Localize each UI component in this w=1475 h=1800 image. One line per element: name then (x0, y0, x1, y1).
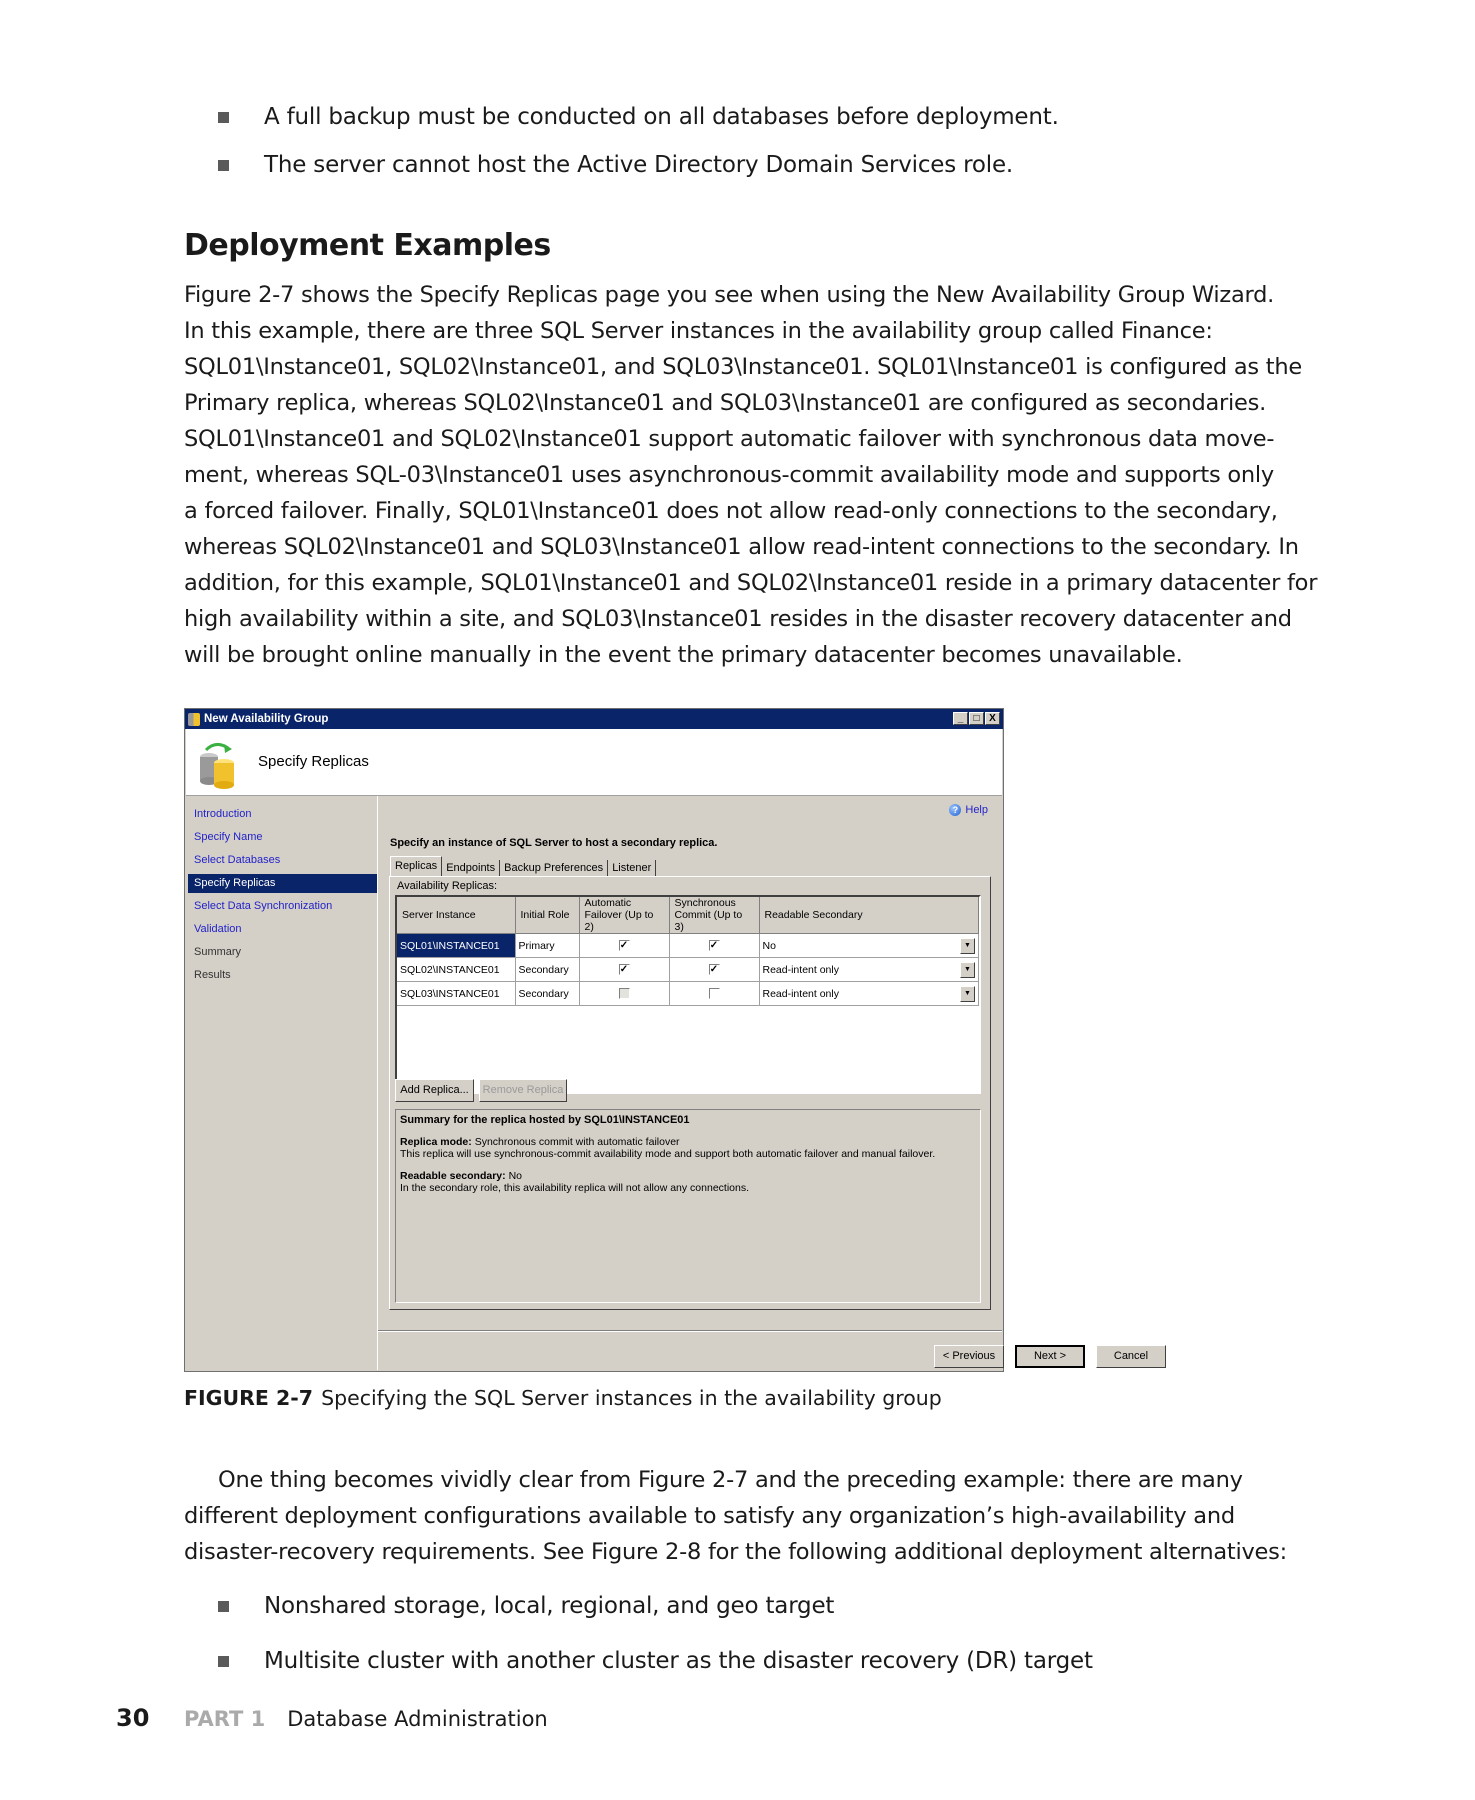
column-header-synchronous-commit[interactable]: Synchronous Commit (Up to 3) (669, 897, 759, 934)
section-heading: Deployment Examples (184, 228, 551, 263)
new-availability-group-dialog (184, 708, 1149, 1372)
figure-label: FIGURE 2-7 (184, 1386, 314, 1410)
synchronous-commit-cell (669, 958, 759, 982)
help-icon: ? (949, 804, 961, 816)
wizard-header (186, 729, 1002, 796)
readable-secondary-value: No (762, 939, 776, 952)
bullet-text: The server cannot host the Active Directory Domain Services role. (264, 152, 1014, 178)
column-header-readable-secondary[interactable]: Readable Secondary (759, 897, 979, 934)
synchronous-commit-cell (669, 982, 759, 1006)
title-bar[interactable] (185, 709, 1003, 729)
chevron-down-icon[interactable]: ▼ (960, 962, 975, 978)
table-row[interactable] (397, 982, 979, 1006)
bullet-square-icon (218, 1601, 229, 1612)
synchronous-commit-cell (669, 934, 759, 958)
replica-mode-block (400, 1136, 976, 1160)
bullet-text: A full backup must be conducted on all databases before deployment. (264, 104, 1059, 130)
synchronous-commit-checkbox[interactable]: ✓ (709, 964, 719, 976)
part-label: PART 1 (184, 1707, 266, 1731)
instruction-text: Specify an instance of SQL Server to host a secondary replica. (390, 837, 718, 849)
tab-backup-preferences[interactable]: Backup Preferences (500, 860, 608, 876)
paragraph-line: In this example, there are three SQL Server instances in the availability group called Finance: (184, 318, 1213, 344)
automatic-failover-checkbox[interactable]: ✓ (619, 964, 629, 976)
initial-role-cell: Secondary (515, 958, 579, 982)
readable-secondary-value: Read-intent only (762, 987, 839, 1000)
sidebar-item-select-data-synchronization[interactable]: Select Data Synchronization (194, 900, 333, 912)
paragraph-line: Primary replica, whereas SQL02\Instance01 and SQL03\Instance01 are configured as secondaries. (184, 390, 1266, 416)
tab-strip (390, 858, 656, 876)
help-link[interactable] (949, 804, 988, 816)
window-controls (953, 712, 1000, 725)
bullet-text: Multisite cluster with another cluster as the disaster recovery (DR) target (264, 1648, 1093, 1674)
readable-secondary-dropdown[interactable] (763, 986, 976, 1002)
wizard-main-panel (378, 796, 1149, 1370)
readable-secondary-dropdown[interactable] (763, 962, 976, 978)
paragraph-line: addition, for this example, SQL01\Instance01 and SQL02\Instance01 reside in a primary datacenter for (184, 570, 1318, 596)
bullet-square-icon (218, 1656, 229, 1667)
sidebar-item-summary: Summary (194, 946, 242, 958)
automatic-failover-cell (579, 982, 669, 1006)
sidebar-item-specify-replicas[interactable]: Specify Replicas (188, 874, 377, 893)
server-instance-cell[interactable]: SQL01\INSTANCE01 (397, 934, 515, 958)
column-header-automatic-failover[interactable]: Automatic Failover (Up to 2) (579, 897, 669, 934)
column-header-initial-role[interactable]: Initial Role (515, 897, 579, 934)
chevron-down-icon[interactable]: ▼ (960, 938, 975, 954)
body-paragraph-1 (184, 277, 1334, 673)
grid-header-row (397, 897, 979, 934)
section-title: Database Administration (287, 1707, 548, 1731)
tab-listener[interactable]: Listener (608, 860, 656, 876)
initial-role-cell: Primary (515, 934, 579, 958)
readable-secondary-cell (759, 958, 979, 982)
readable-secondary-value: Read-intent only (762, 963, 839, 976)
automatic-failover-checkbox[interactable]: ✓ (619, 940, 629, 952)
figure-caption (184, 1386, 942, 1410)
bullet-item (218, 1646, 1093, 1676)
sidebar-item-introduction[interactable]: Introduction (194, 808, 252, 820)
next-button[interactable]: Next > (1015, 1345, 1085, 1368)
page-title: Specify Replicas (258, 753, 369, 770)
paragraph-line: ment, whereas SQL-03\Instance01 uses asynchronous-commit availability mode and supports only (184, 462, 1274, 488)
replica-summary-box (395, 1109, 981, 1303)
readable-secondary-summary-value: No (508, 1170, 522, 1182)
automatic-failover-checkbox (619, 988, 630, 999)
bullet-text: Nonshared storage, local, regional, and geo target (264, 1593, 835, 1619)
paragraph-line: SQL01\Instance01, SQL02\Instance01, and SQL03\Instance01. SQL01\Instance01 is configured as the (184, 354, 1302, 380)
chevron-down-icon[interactable]: ▼ (960, 986, 975, 1002)
automatic-failover-cell (579, 934, 669, 958)
sidebar-item-results: Results (194, 969, 231, 981)
close-button[interactable]: X (985, 712, 1000, 725)
paragraph-line: Figure 2-7 shows the Specify Replicas page you see when using the New Availability Group Wizard. (184, 282, 1275, 308)
availability-replicas-grid (395, 895, 981, 1094)
replicas-database-icon (198, 738, 238, 790)
sidebar-item-specify-name[interactable]: Specify Name (194, 831, 263, 843)
previous-button[interactable]: < Previous (934, 1345, 1004, 1368)
table-row[interactable] (397, 958, 979, 982)
readable-secondary-cell (759, 934, 979, 958)
paragraph-line: SQL01\Instance01 and SQL02\Instance01 support automatic failover with synchronous data move- (184, 426, 1275, 452)
server-instance-cell[interactable]: SQL03\INSTANCE01 (397, 982, 515, 1006)
minimize-button[interactable]: _ (953, 712, 968, 725)
tab-endpoints[interactable]: Endpoints (442, 860, 500, 876)
paragraph-line: a forced failover. Finally, SQL01\Instance01 does not allow read-only connections to the secondary, (184, 498, 1278, 524)
synchronous-commit-checkbox[interactable] (709, 988, 720, 999)
server-instance-cell[interactable]: SQL02\INSTANCE01 (397, 958, 515, 982)
paragraph-line: different deployment configurations available to satisfy any organization’s high-availability and (184, 1503, 1235, 1529)
summary-title: Summary for the replica hosted by SQL01\INSTANCE01 (400, 1114, 690, 1126)
bullet-item (218, 1591, 834, 1621)
wizard-steps-sidebar (186, 796, 378, 1370)
paragraph-line: One thing becomes vividly clear from Figure 2-7 and the preceding example: there are many (218, 1467, 1243, 1493)
bullet-square-icon (218, 112, 229, 123)
footer-separator (378, 1330, 1002, 1332)
remove-replica-button: Remove Replica (479, 1079, 567, 1102)
bullet-item (218, 150, 1013, 180)
replica-mode-label: Replica mode: (400, 1136, 472, 1148)
readable-secondary-cell (759, 982, 979, 1006)
paragraph-line: high availability within a site, and SQL03\Instance01 resides in the disaster recovery datacenter and (184, 606, 1292, 632)
table-row[interactable] (397, 934, 979, 958)
bullet-item (218, 102, 1059, 132)
initial-role-cell: Secondary (515, 982, 579, 1006)
page-number: 30 (116, 1704, 150, 1732)
help-label: Help (965, 804, 988, 816)
add-replica-button[interactable]: Add Replica... (395, 1079, 474, 1102)
readable-secondary-description: In the secondary role, this availability replica will not allow any connections. (400, 1182, 750, 1194)
synchronous-commit-checkbox[interactable]: ✓ (709, 940, 719, 952)
replicas-tab-panel (389, 876, 991, 1310)
automatic-failover-cell (579, 958, 669, 982)
readable-secondary-block (400, 1170, 976, 1194)
replica-mode-value: Synchronous commit with automatic failover (474, 1136, 680, 1148)
readable-secondary-label: Readable secondary: (400, 1170, 506, 1182)
cancel-button[interactable]: Cancel (1096, 1345, 1166, 1368)
bullet-square-icon (218, 160, 229, 171)
tab-replicas[interactable]: Replicas (390, 856, 442, 876)
window-title: New Availability Group (204, 713, 329, 725)
page-footer (116, 1704, 548, 1732)
database-app-icon (188, 713, 200, 726)
availability-replicas-label: Availability Replicas: (397, 880, 498, 892)
replica-mode-description: This replica will use synchronous-commit availability mode and support both automatic failover and manual failover. (400, 1148, 936, 1160)
paragraph-line: whereas SQL02\Instance01 and SQL03\Instance01 allow read-intent connections to the secondary. In (184, 534, 1299, 560)
maximize-button[interactable]: □ (969, 712, 984, 725)
sidebar-item-select-databases[interactable]: Select Databases (194, 854, 281, 866)
readable-secondary-dropdown[interactable] (763, 938, 976, 954)
paragraph-line: disaster-recovery requirements. See Figure 2-8 for the following additional deployment alternatives: (184, 1539, 1287, 1565)
paragraph-line: will be brought online manually in the event the primary datacenter becomes unavailable. (184, 642, 1183, 668)
column-header-server-instance[interactable]: Server Instance (397, 897, 515, 934)
figure-caption-text: Specifying the SQL Server instances in the availability group (321, 1386, 942, 1410)
body-paragraph-2 (184, 1462, 1334, 1570)
sidebar-item-validation[interactable]: Validation (194, 923, 242, 935)
